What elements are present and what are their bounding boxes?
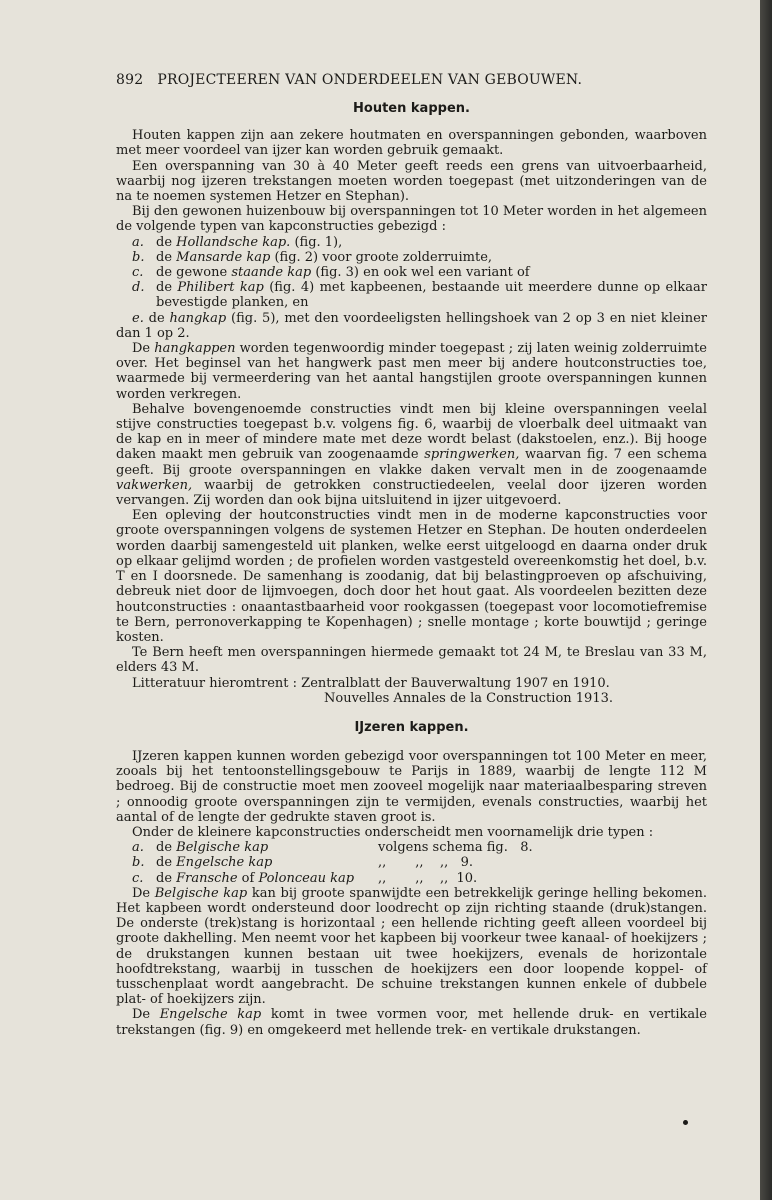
paragraph: Behalve bovengenoemde constructies vindt men bij kleine overspanningen veelal stijve constructies toegepast b.v. volgens fig. 6, waarbij de vloerbalk deel uitmaakt van de kap en in meer of mindere mate met deze wordt belast (dakstoelen, enz.). Bij hooge daken maakt men gebruik van zoogenaamde springwerken, waarvan fig. 7 een schema geeft. Bij groote overspanningen en vlakke daken vervalt men in de zoogenaamde vakwerken, waarbij de getrokken constructiedeelen, veelal door ijzeren worden vervangen. Zij worden dan ook bijna uitsluitend in ijzer uitgevoerd. [116, 401, 707, 509]
literature-line: Litteratuur hieromtrent : Zentralblatt der Bauverwaltung 1907 en 1910. [132, 675, 610, 691]
paragraph: Bij den gewonen huizenbouw bij overspanningen tot 10 Meter worden in het algemeen de volgende typen van kapconstructies gebezigd : [116, 204, 707, 235]
type-line: a. de Belgische kap volgens schema fig. 8. [132, 840, 533, 856]
paragraph: De Belgische kap kan bij groote spanwijdte een betrekkelijk geringe helling bekomen. Het kapbeen wordt ondersteund door loodrecht op zijn richting staande (druk)stangen. De onderste (trek)stang is horizontaal ; een hellende richting geeft alleen voordeel bij groote dakhelling. Men neemt voor het kapbeen bij voorkeur twee kanaal- of hoekijzers ; de drukstangen kunnen bestaan uit twee hoekijzers, evenals de horizontale hoofdtrekstang, waarbij in tusschen de hoekijzers een door loopende koppel- of tusschenplaat wordt aangebracht. De schuine trekstangen kunnen enkele of dubbele plat- of hoekijzers zijn. [116, 885, 708, 1008]
paragraph: Een overspanning van 30 à 40 Meter geeft reeds een grens van uitvoerbaarheid, waarbij nog ijzeren trekstangen moeten worden toegepast (met uitzonderingen van de na te noemen systemen Hetzer en Stephan). [116, 158, 707, 205]
paragraph: De hangkappen worden tegenwoordig minder toegepast ; zij laten weinig zolderruimte over. Het beginsel van het hangwerk past men meer bij andere houtconstructies toe, waarmede bij vermeerdering van het aantal hangstijlen groote overspanningen kunnen worden verkregen. [116, 341, 707, 402]
running-title: PROJECTEEREN VAN ONDERDEELEN VAN GEBOUWEN. [157, 72, 583, 88]
list-label: d. [132, 280, 145, 296]
list-text: de Hollandsche kap. (fig. 1), [156, 234, 343, 250]
type-line: c. de Fransche of Polonceau kap ,, ,, ,, 10. [132, 870, 478, 886]
list-text: de Philibert kap (fig. 4) met kapbeenen, bestaande uit meerdere dunne op elkaar bevestigde planken, en [156, 280, 707, 311]
type-line: b. de Engelsche kap ,, ,, ,, 9. [132, 855, 474, 871]
page-content [116, 73, 707, 1038]
page-number: 892 [116, 72, 144, 88]
list-text: de Mansarde kap (fig. 2) voor groote zolderruimte, [156, 249, 493, 265]
paragraph: De Engelsche kap komt in twee vormen voor, met hellende druk- en vertikale trekstangen (fig. 9) en omgekeerd met hellende trek- en vertikale drukstangen. [116, 1007, 707, 1038]
literature-line-2: Nouvelles Annales de la Construction 1913. [324, 690, 613, 706]
ink-dot [683, 1120, 688, 1125]
list-text: de gewone staande kap (fig. 3) en ook wel een variant of [156, 265, 530, 281]
list-label: c. [132, 265, 144, 281]
list-item [132, 280, 707, 310]
running-header [116, 73, 707, 88]
page-edge [760, 0, 772, 1200]
list-item [132, 250, 707, 265]
section-title-ijzeren-kappen: IJzeren kappen. [354, 719, 469, 735]
paragraph: IJzeren kappen kunnen worden gebezigd voor overspanningen tot 100 Meter en meer, zooals bij het tentoonstellingsgebouw te Parijs in 1889, waarbij de lengte 112 M bedroeg. Bij de constructie moet men zooveel mogelijk naar materiaalbesparing streven ; onnoodig groote overspanningen zijn te vermijden, evenals constructies, waarbij het aantal of de lengte der gedrukte staven groot is. [116, 748, 707, 825]
paragraph: Onder de kleinere kapconstructies onderscheidt men voornamelijk drie typen : [132, 824, 654, 840]
list-item [132, 235, 707, 250]
list-label: b. [132, 249, 145, 265]
list-item [132, 265, 707, 280]
section-title-houten-kappen: Houten kappen. [353, 101, 470, 117]
list-item-e: e. de hangkap (fig. 5), met den voordeeligsten hellingshoek van 2 op 3 en niet kleiner dan 1 op 2. [116, 310, 707, 341]
paragraph: Houten kappen zijn aan zekere houtmaten en overspanningen gebonden, waarboven met meer voordeel van ijzer kan worden gebruik gemaakt. [116, 128, 707, 159]
paragraph: Een opleving der houtconstructies vindt men in de moderne kapconstructies voor groote overspanningen volgens de systemen Hetzer en Stephan. De houten onderdeelen worden daarbij samengesteld uit planken, welke eerst uitgeloogd en daarna onder druk op elkaar gelijmd worden ; de profielen worden vastgesteld overeenkomstig het doel, b.v. T en I doorsnede. De samenhang is zoodanig, dat bij belastingproeven op afschuiving, debreuk niet door de lijmvoegen, doch door het hout gaat. Als voordeelen bezitten deze houtconstructies : onaantastbaarheid voor rookgassen (toegepast voor locomotiefremise te Bern, perronoverkapping te Kopenhagen) ; snelle montage ; korte bouwtijd ; geringe kosten. [116, 508, 707, 645]
paragraph: Te Bern heeft men overspanningen hiermede gemaakt tot 24 M, te Breslau van 33 M, elders 43 M. [116, 645, 707, 676]
list-label: a. [132, 234, 144, 250]
